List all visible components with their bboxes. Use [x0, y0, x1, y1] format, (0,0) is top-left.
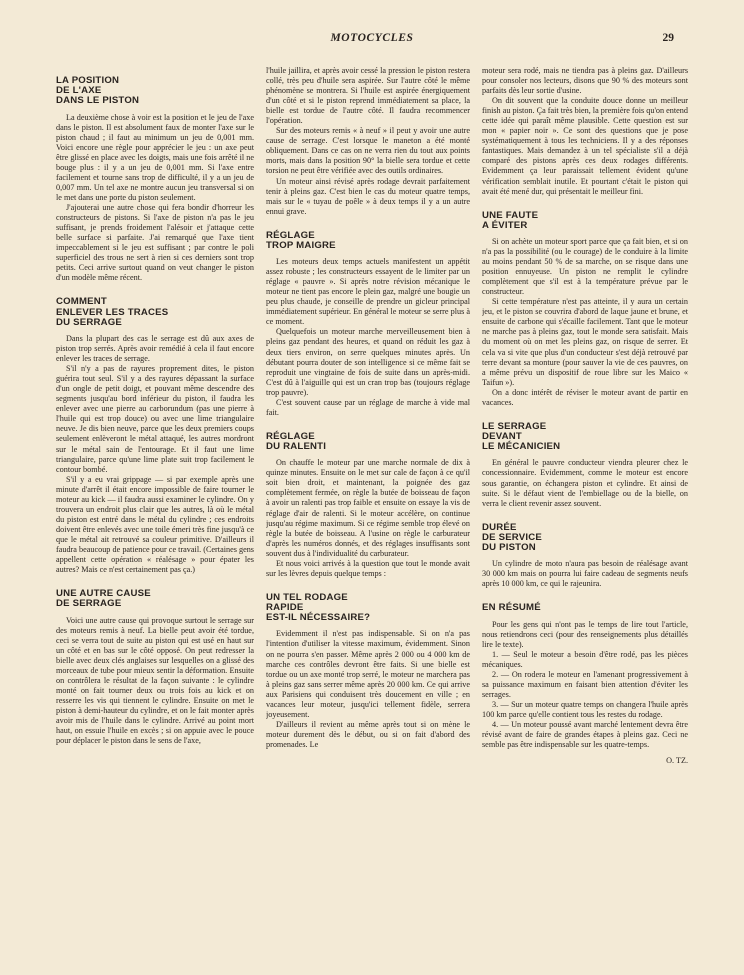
heading-line: RAPIDE [266, 602, 304, 614]
running-title: MOTOCYCLES [330, 32, 414, 44]
heading-line: DU RALENTI [266, 441, 327, 453]
paragraph: Si cette température n'est pas atteinte, il y aura un certain jeu, et le piston se couvrira d'abord de laque jaune et brune, et ensuite de carbone qui s'écaille facilement. Tant que le moteur ne marche pas à pleins gaz, tout le monde sera satisfait. Mais du moment où on met les pleins gaz, on risque de serrer. Et cela va si vite que plus d'un conducteur s'est déjà retrouvé par terre devant sa monture (pour sauver la vie de ces pauvres, on a même prévu un dispositif de roue libre sur les Maico « Taifun »). [482, 297, 688, 387]
paragraph: On a donc intérêt de réviser le moteur avant de partir en vacances. [482, 387, 688, 407]
paragraph: Quelquefois un moteur marche merveilleusement bien à pleins gaz pendant des heures, et quand on réduit les gaz à deux tiers environ, on serre quelques minutes après. Un débutant pourra douter de son intelligence si ce même fait se reproduit une vingtaine de fois de suite dans un après-midi. C'est dû à l'aiguille qui est un cran trop bas (toujours réglage trop pauvre). [266, 327, 470, 397]
heading-line: RÉGLAGE [266, 430, 315, 442]
paragraph: On chauffe le moteur par une marche normale de dix à quinze minutes. Ensuite on le met sur cale de façon à ce qu'il soit bien droit, et maintenant, la poignée des gaz complètement fermée, on règle la butée de boisseau de façon à avoir un ralenti pas trop faible et ensuite on essaye la vis de réglage d'air de ralenti. Si le moteur accélère, on continue jusqu'au régime maximum. Si ce régime semble trop élevé on règle la butée de boisseau. A l'usine on règle le carburateur d'après les numéros donnés, et des réglages insuffisants sont souvent dus à l'individualité du carburateur. [266, 458, 470, 558]
column-3 [482, 66, 688, 915]
heading-line: DURÉE [482, 521, 517, 533]
heading-line: DE L'AXE [56, 85, 102, 97]
section-heading [56, 589, 254, 609]
section-heading [56, 76, 254, 107]
paragraph: Si on achète un moteur sport parce que ça fait bien, et si on n'a pas la possibilité (ou le courage) de le conduire à la limite au moins pendant 50 % de sa marche, on se risque dans une position ennuyeuse. Un piston ne remplit le cylindre complètement que s'il est à la température prévue par le constructeur. [482, 237, 688, 297]
heading-line: DANS LE PISTON [56, 95, 140, 107]
heading-line: TROP MAIGRE [266, 239, 336, 251]
heading-line: DE SERVICE [482, 531, 542, 543]
paragraph: C'est souvent cause par un réglage de marche à vide mal fait. [266, 397, 470, 417]
paragraph: Dans la plupart des cas le serrage est dû aux axes de piston trop serrés. Après avoir remédié à cela il faut encore enlever les traces de serrage. [56, 334, 254, 364]
section-heading [482, 523, 688, 554]
paragraph: En général le pauvre conducteur viendra pleurer chez le concessionnaire. Evidemment, comme le moteur est encore sous garantie, on échangera piston et cylindre. Et ainsi de suite. Si le défaut vient de l'embiellage ou de la bielle, on verra le client revenir assez souvent. [482, 458, 688, 508]
heading-line: DE SERRAGE [56, 598, 122, 610]
paragraph: Et nous voici arrivés à la question que tout le monde avait sur les lèvres depuis quelque temps : [266, 558, 470, 578]
paragraph: Sur des moteurs remis « à neuf » il peut y avoir une autre cause de serrage. C'est lorsque le maneton a été monté obliquement. Dans ce cas on ne verra rien du tout aux points morts, mais dans la position 90° la bielle sera tordue et cette torsion ne peut être vérifiée avec des outils ordinaires. [266, 126, 470, 176]
paragraph: Pour les gens qui n'ont pas le temps de lire tout l'article, nous retiendrons ceci (pour des renseignements plus détaillés lire le texte). [482, 619, 688, 649]
section-heading [482, 211, 688, 231]
paragraph: Un moteur ainsi révisé après rodage devrait parfaitement tenir à pleins gaz. C'est bien le cas du moteur quatre temps, mais sur le « tuyau de poêle » à deux temps il y a un autre ennui grave. [266, 176, 470, 216]
paragraph: Un cylindre de moto n'aura pas besoin de réalésage avant 30 000 km mais on pourra lui faire cadeau de segments neufs après 10 000 km, ce qui le rajeunira. [482, 559, 688, 589]
heading-line: COMMENT [56, 296, 107, 308]
column-1 [56, 70, 254, 915]
heading-line: DU PISTON [482, 542, 536, 554]
heading-line: DU SERRAGE [56, 316, 122, 328]
paragraph: D'ailleurs il revient au même après tout si on mène le moteur durement dès le début, ou si on fait d'abord des promenades. Le [266, 719, 470, 749]
heading-line: UNE FAUTE [482, 209, 539, 221]
section-heading [266, 432, 470, 452]
heading-line: EST-IL NÉCESSAIRE? [266, 612, 371, 624]
page-header [0, 32, 744, 50]
paragraph: Les moteurs deux temps actuels manifestent un appétit assez robuste ; les constructeurs essayent de le limiter par un réglage « pauvre ». Si après notre révision mécanique le moteur ne tient pas encore le plein gaz, malgré une bougie un peu plus chaude, je conseille de prendre un gicleur principal immédiatement supérieur. En général le moteur se serre plus à ce moment. [266, 257, 470, 327]
page-number: 29 [662, 32, 674, 44]
heading-line: A ÉVITER [482, 219, 528, 231]
heading-line: DEVANT [482, 431, 522, 443]
section-heading [56, 297, 254, 328]
heading-line: EN RÉSUMÉ [482, 602, 541, 614]
paragraph: On dit souvent que la conduite douce donne un meilleur finish au piston. Ça fait très bien, la première fois qu'on entend cette idée qui paraît même plausible. Cette question est sur mon « papier noir ». Ce sont des questions que je pose systématiquement à tous les techniciens. Il y a des réponses fantastiques. Mais demandez à un tel spécialiste s'il a déjà comparé des pistons après ces deux rodages différents. Evidemment ça leur paraissait tellement évident qu'une vérification semblait inutile. Et pourtant c'était le piston qui avait été mené dur, qui présentait le meilleur fini. [482, 96, 688, 196]
author-signature: O. TZ. [666, 756, 688, 766]
heading-line: LE MÉCANICIEN [482, 441, 561, 453]
paragraph: moteur sera rodé, mais ne tiendra pas à pleins gaz. D'ailleurs pour consoler nos lecteurs, disons que 90 % des moteurs sont parfaits dès leur sortie d'usine. [482, 66, 688, 96]
paragraph: Voici une autre cause qui provoque surtout le serrage sur des moteurs remis à neuf. La bielle peut avoir été tordue, ceci se verra tout de suite au piston qui est usé en haut sur un côté et en bas sur le côté opposé. On peut redresser la bielle avec deux clés anglaises sur lesquelles on a glissé des morceaux de tube pour mieux sentir la déformation. Ensuite on contrôlera le résultat de la façon suivante : le cylindre monté on fait tourner deux ou trois fois au kick et on resserre les vis qui tiennent le cylindre. Ensuite on met le piston à demi-hauteur du cylindre, et on le fait monter après avoir mis de l'huile dans le cylindre. Arrivé au point mort haut, on essuie l'huile en excès ; si on appuie avec le pouce pour déplacer le piston dans le sens de l'axe, [56, 615, 254, 746]
paragraph: La deuxième chose à voir est la position et le jeu de l'axe dans le piston. Il est absolument faux de monter l'axe sur le piston chaud ; il faut au minimum un jeu de 0,001 mm. Voici encore une règle pour apprécier le jeu : un axe peut être glissé en place avec les doigts, mais une fois arrêté il ne bouge plus : il y a un jeu de 0,001 mm. Si l'axe entre facilement et tourne sans trop de difficulté, il y a un jeu de 0,007 mm. Un tel axe ne montre aucun jeu transversal si on le met dans une porte du piston seulement. [56, 112, 254, 202]
heading-line: UN TEL RODAGE [266, 591, 348, 603]
heading-line: UNE AUTRE CAUSE [56, 588, 151, 600]
heading-line: LA POSITION [56, 75, 120, 86]
heading-line: RÉGLAGE [266, 229, 315, 241]
list-item: 2. — On rodera le moteur en l'amenant progressivement à sa puissance maximum en faisant bien attention d'éviter les serrages. [482, 669, 688, 699]
section-heading [266, 593, 470, 624]
list-item: 3. — Sur un moteur quatre temps on changera l'huile après 100 km parce qu'elle contient tous les restes du rodage. [482, 699, 688, 720]
heading-line: ENLEVER LES TRACES [56, 306, 169, 318]
paragraph: l'huile jaillira, et après avoir cessé la pression le piston restera collé, très peu d'huile sera aspirée. Sur l'autre côté le même phénomène se montrera. Si l'huile est aspirée énergiquement d'un côté et si le piston reprend immédiatement sa place, la bielle est tordue de l'autre côté. Il faudra recommencer l'opération. [266, 66, 470, 126]
paragraph: S'il y a eu vrai grippage — si par exemple après une minute d'arrêt il était encore impossible de faire tourner le moteur au kick — il faudra aussi examiner le cylindre. On y trouvera un endroit plus clair que les autres, là où le métal du piston est entré dans le métal du cylindre ; ces endroits doivent être enlevés avec une toile émeri très fine jusqu'à ce que le métal ait retrouvé sa couleur primitive. D'ailleurs il faudra beaucoup de patience pour ce travail. (Certaines gens appellent cette opération « réalésage » pour épater les autres? Mais ce n'est certainement pas ça.) [56, 474, 254, 575]
paragraph: S'il n'y a pas de rayures proprement dites, le piston guérira tout seul. S'il y a des rayures dépassant la surface d'un ongle de petit doigt, et pouvant même descendre des segments jusqu'au bord inférieur du piston, il faudra les enlever avec une pierre au carborundum (pas une pierre à l'huile qui est trop douce) ou avec une lime triangulaire neuve. Je dis bien neuve, parce que les deux premiers coups seulement enlèveront le métal attaqué, les autres mordront sur le métal sain de l'entourage. Et il faut une lime triangulaire, parce qu'une lime plate suit trop facilement le contour bombé. [56, 364, 254, 474]
section-heading [482, 422, 688, 453]
list-item: 4. — Un moteur poussé avant marché lentement devra être révisé avant de faire de grandes étapes à pleins gaz. Ceci ne semble pas être indispensable sur les quatre-temps. [482, 720, 688, 750]
paragraph: J'ajouterai une autre chose qui fera bondir d'horreur les constructeurs de pistons. Si l'axe de piston n'a pas le jeu suffisant, je prends froidement l'alésoir et j'attaque cette belle surface si parfaite. J'ai remarqué que l'axe tient impeccablement si le jeu est suffisant ; par contre le poli superficiel des trous ne sert à rien si ces derniers sont trop petits. Ceci arrive surtout quand on veut changer le piston d'un modèle même récent. [56, 203, 254, 283]
paragraph: Evidemment il n'est pas indispensable. Si on n'a pas l'intention d'utiliser la vitesse maximum, évidemment. Sinon on ne pourra s'en passer. Même après 2 000 ou 4 000 km de marche ces contrôles devront être faits. Si une bielle est tordue ou un axe monté trop serré, le moteur ne marchera pas à pleins gaz sans serrer même après 20 000 km. Ce qui arrive aux Parisiens qui conduisent très doucement en ville ; en vacances leur moteur, jusqu'ici tellement fidèle, serrera joyeusement. [266, 629, 470, 719]
section-heading [482, 603, 688, 613]
heading-line: LE SERRAGE [482, 420, 547, 432]
column-2 [266, 66, 470, 915]
list-item: 1. — Seul le moteur a besoin d'être rodé, pas les pièces mécaniques. [482, 649, 688, 669]
section-heading [266, 231, 470, 251]
